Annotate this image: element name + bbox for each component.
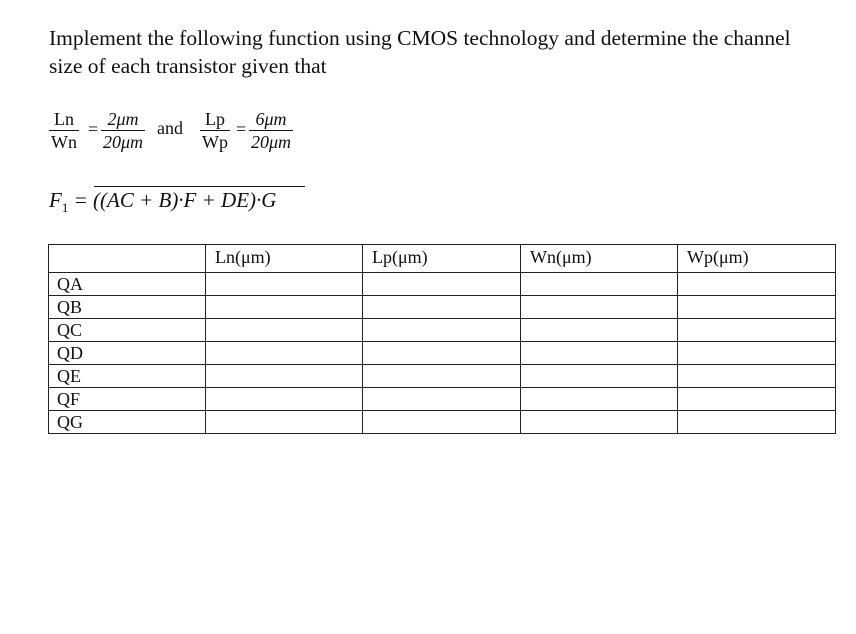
cell-lp[interactable]: [363, 365, 521, 388]
wp-value: 20μm: [251, 132, 292, 152]
cell-wn[interactable]: [521, 319, 678, 342]
cell-wp[interactable]: [678, 319, 836, 342]
header-lp: Lp(μm): [363, 245, 521, 273]
row-label: QC: [49, 319, 206, 342]
table-row: [49, 411, 836, 434]
cell-wp[interactable]: [678, 411, 836, 434]
row-label: QA: [49, 273, 206, 296]
lp-value: 6μm: [255, 109, 287, 129]
table-row: [49, 273, 836, 296]
wp-label: Wp: [202, 132, 228, 152]
cell-wn[interactable]: [521, 342, 678, 365]
header-wp: Wp(μm): [678, 245, 836, 273]
header-ln: Ln(μm): [206, 245, 363, 273]
cell-wn[interactable]: [521, 388, 678, 411]
table-row: [49, 342, 836, 365]
row-label: QB: [49, 296, 206, 319]
cell-lp[interactable]: [363, 411, 521, 434]
cell-wn[interactable]: [521, 273, 678, 296]
ln-label: Ln: [54, 109, 74, 129]
cell-wp[interactable]: [678, 296, 836, 319]
row-label: QD: [49, 342, 206, 365]
cell-lp[interactable]: [363, 296, 521, 319]
table-row: [49, 296, 836, 319]
function-expression: = ((AC + B)·F + DE)·G: [73, 188, 277, 212]
header-corner: [49, 245, 206, 273]
row-label: QG: [49, 411, 206, 434]
function-name: F: [49, 188, 62, 212]
header-wn: Wn(μm): [521, 245, 678, 273]
fraction-n-values: [101, 108, 145, 153]
transistor-size-table: [48, 244, 836, 434]
cell-ln[interactable]: [206, 273, 363, 296]
equals-sign: =: [236, 119, 247, 139]
cell-wp[interactable]: [678, 342, 836, 365]
table-header-row: [49, 245, 836, 273]
cell-ln[interactable]: [206, 411, 363, 434]
table-row: [49, 388, 836, 411]
cell-ln[interactable]: [206, 388, 363, 411]
row-label: QF: [49, 388, 206, 411]
function-subscript: 1: [61, 200, 69, 216]
row-label: QE: [49, 365, 206, 388]
boolean-function: [49, 188, 276, 216]
cell-ln[interactable]: [206, 296, 363, 319]
fraction-p-values: [249, 108, 293, 153]
problem-statement: Implement the following function using CMOS technology and determine the channel size of each transistor given that: [49, 26, 791, 78]
cell-wn[interactable]: [521, 365, 678, 388]
cell-wn[interactable]: [521, 296, 678, 319]
cell-lp[interactable]: [363, 342, 521, 365]
cell-lp[interactable]: [363, 388, 521, 411]
wn-label: Wn: [51, 132, 77, 152]
cell-wp[interactable]: [678, 365, 836, 388]
table-row: [49, 319, 836, 342]
cell-wp[interactable]: [678, 388, 836, 411]
cell-wn[interactable]: [521, 411, 678, 434]
and-connector: and: [157, 118, 183, 138]
cell-lp[interactable]: [363, 319, 521, 342]
fraction-ln-wn: [49, 108, 79, 153]
cell-wp[interactable]: [678, 273, 836, 296]
wn-value: 20μm: [103, 132, 144, 152]
cell-ln[interactable]: [206, 365, 363, 388]
cell-ln[interactable]: [206, 342, 363, 365]
table-row: [49, 365, 836, 388]
equals-sign: =: [88, 119, 99, 139]
complement-overline: [94, 186, 305, 187]
ln-value: 2μm: [107, 109, 139, 129]
fraction-lp-wp: [200, 108, 230, 153]
lp-label: Lp: [205, 109, 225, 129]
cell-ln[interactable]: [206, 319, 363, 342]
cell-lp[interactable]: [363, 273, 521, 296]
